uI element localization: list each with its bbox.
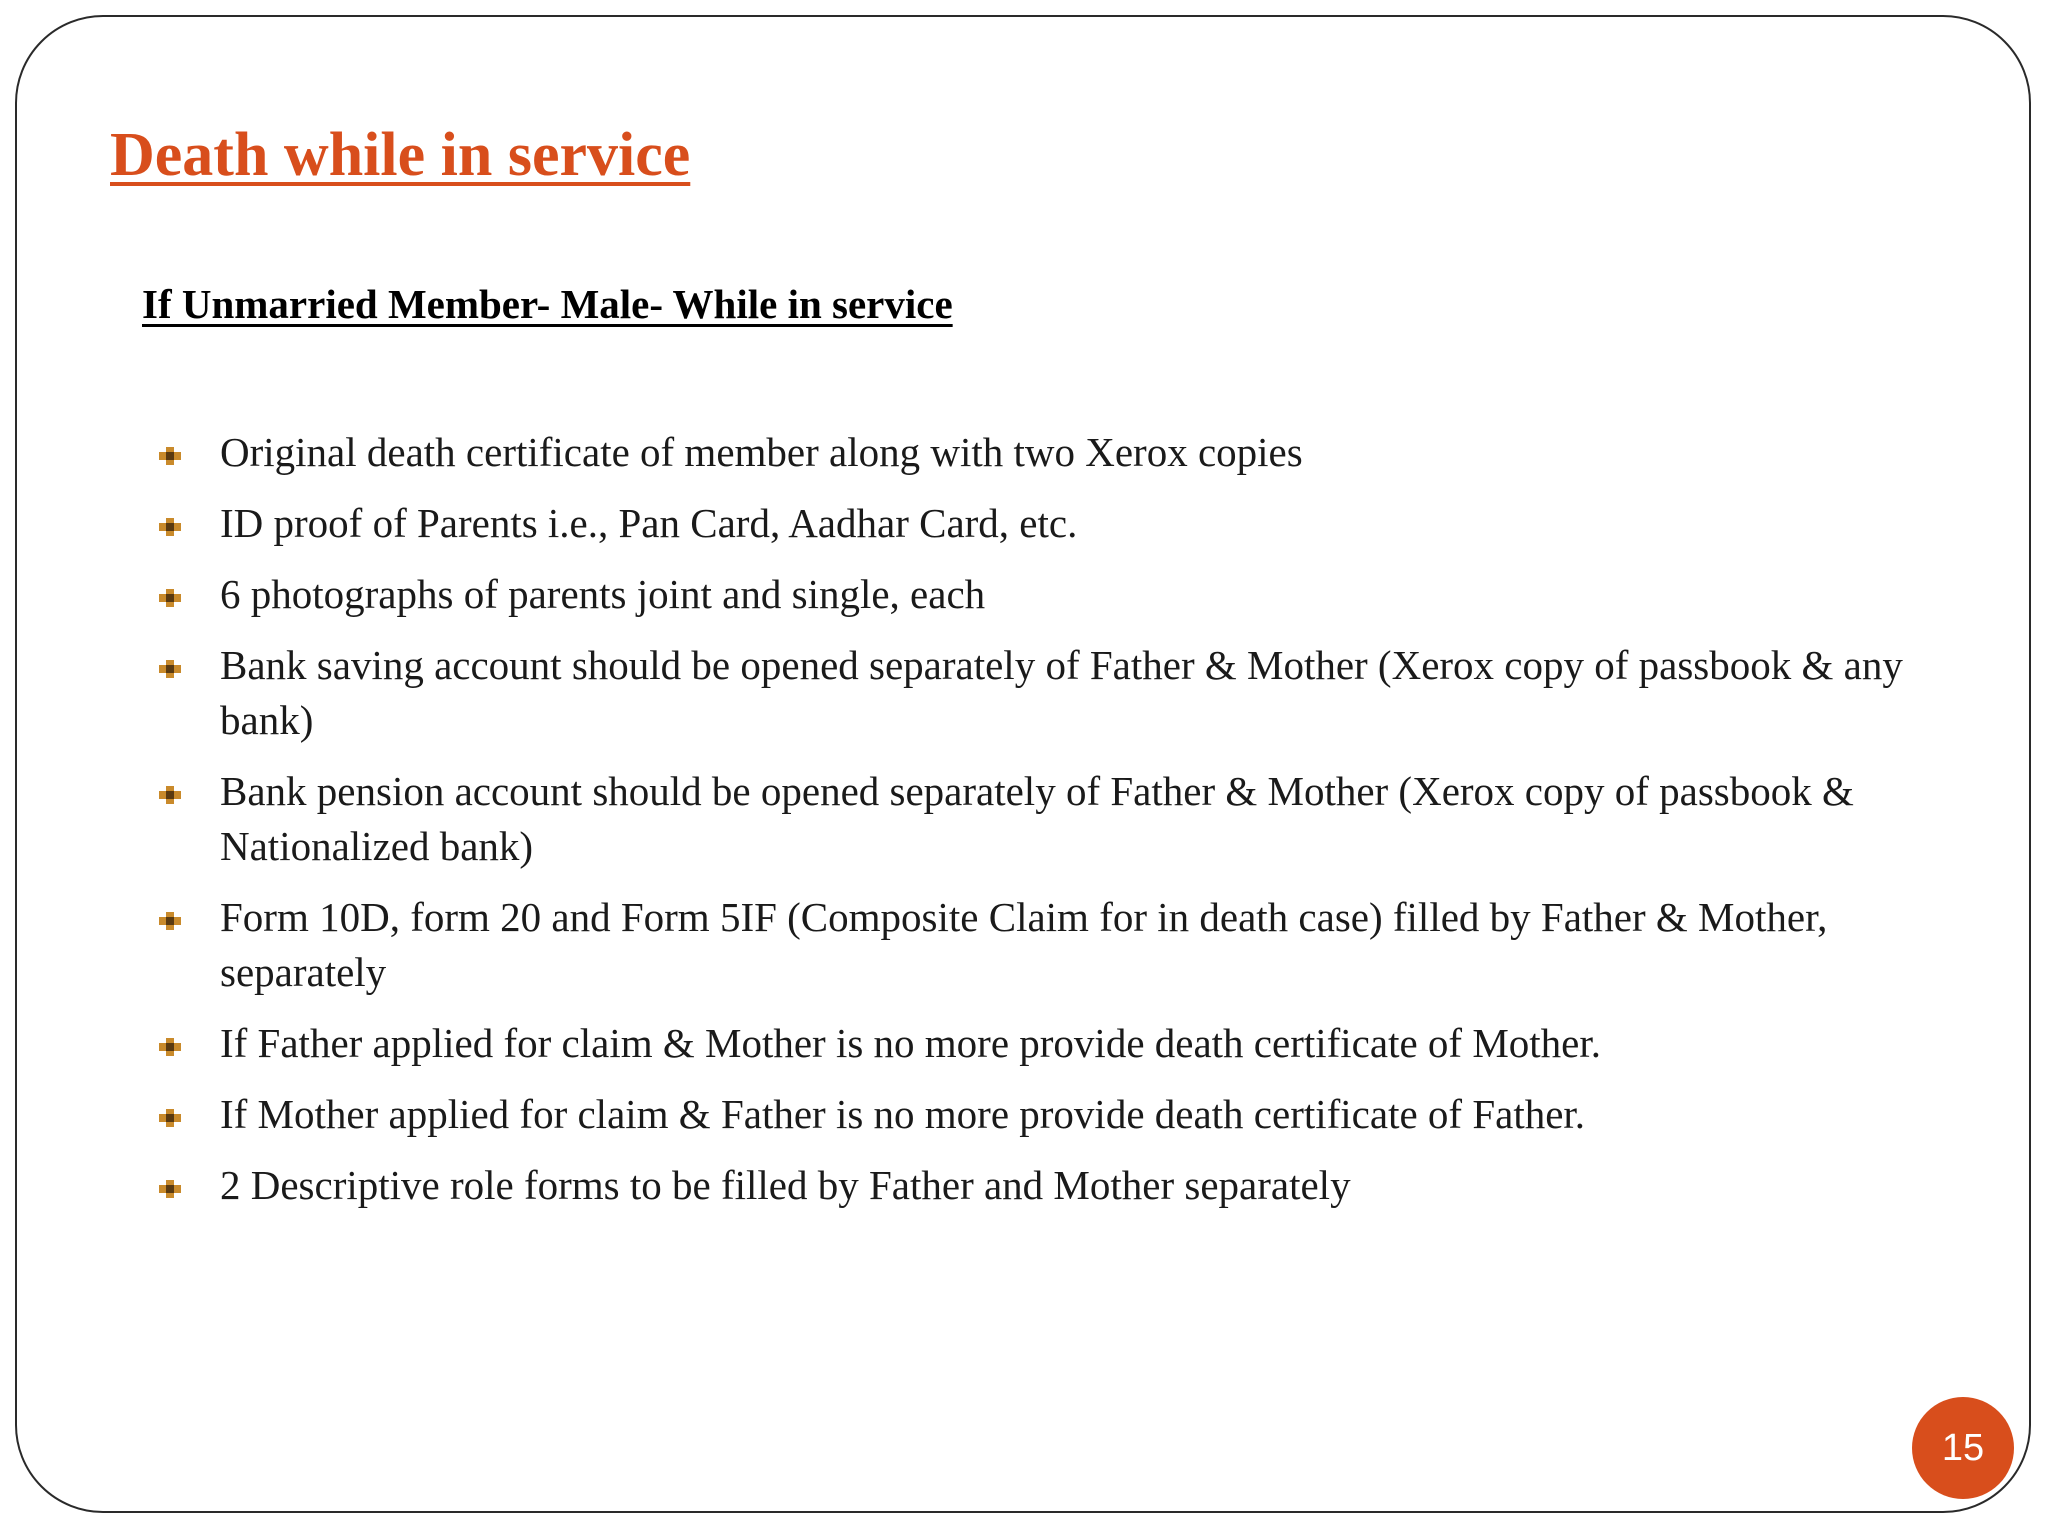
bullet-text: Bank saving account should be opened separately of Father & Mother (Xerox copy of passbook & any bank): [220, 642, 1903, 743]
cross-bullet-icon: [159, 1180, 181, 1198]
cross-bullet-icon: [159, 518, 181, 536]
cross-bullet-icon: [159, 912, 181, 930]
list-item: [145, 890, 1905, 1000]
slide-frame: [15, 15, 2031, 1513]
cross-bullet-icon: [159, 589, 181, 607]
page-number-badge: 15: [1912, 1397, 2014, 1499]
cross-bullet-icon: [159, 786, 181, 804]
cross-bullet-icon: [159, 1109, 181, 1127]
list-item: [145, 1016, 1905, 1071]
cross-bullet-icon: [159, 1038, 181, 1056]
list-item: [145, 638, 1905, 748]
cross-bullet-icon: [159, 447, 181, 465]
list-item: [145, 1158, 1905, 1213]
list-item: [145, 425, 1905, 480]
list-item: [145, 567, 1905, 622]
bullet-text: 6 photographs of parents joint and single, each: [220, 571, 986, 617]
slide-title: Death while in service: [110, 121, 691, 189]
list-item: [145, 764, 1905, 874]
bullet-text: Form 10D, form 20 and Form 5IF (Composite Claim for in death case) filled by Father & Mother, separately: [220, 894, 1828, 995]
bullet-text: If Mother applied for claim & Father is no more provide death certificate of Father.: [220, 1091, 1586, 1137]
list-item: [145, 496, 1905, 551]
bullet-text: Bank pension account should be opened separately of Father & Mother (Xerox copy of passbook & Nationalized bank): [220, 768, 1854, 869]
bullet-text: ID proof of Parents i.e., Pan Card, Aadhar Card, etc.: [220, 500, 1078, 546]
cross-bullet-icon: [159, 660, 181, 678]
bullet-text: 2 Descriptive role forms to be filled by Father and Mother separately: [220, 1162, 1351, 1208]
slide-subtitle: If Unmarried Member- Male- While in service: [142, 281, 953, 327]
list-item: [145, 1087, 1905, 1142]
bullet-list: [145, 425, 1905, 1229]
bullet-text: If Father applied for claim & Mother is no more provide death certificate of Mother.: [220, 1020, 1602, 1066]
bullet-text: Original death certificate of member along with two Xerox copies: [220, 429, 1303, 475]
